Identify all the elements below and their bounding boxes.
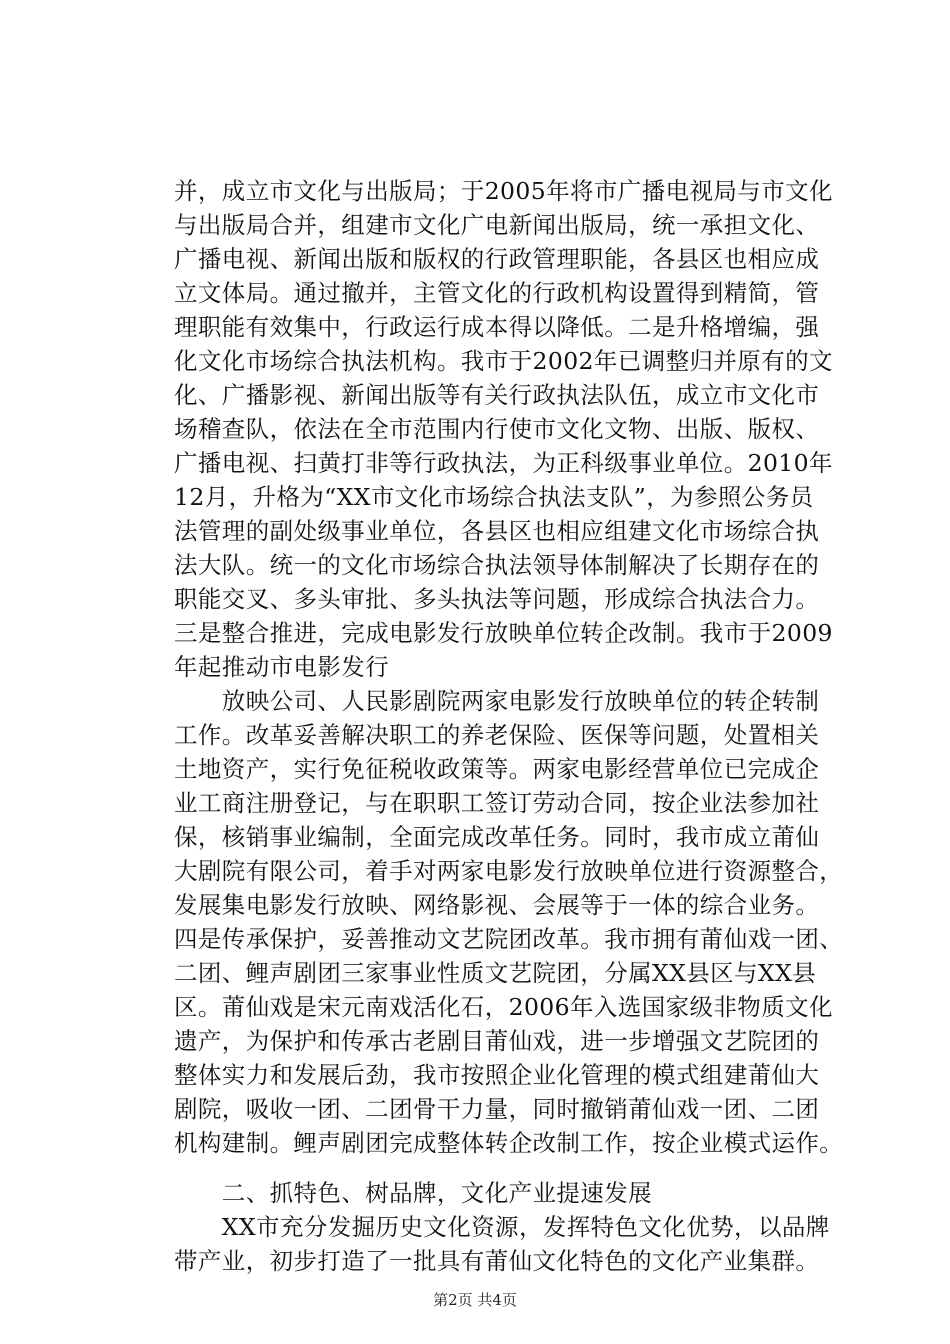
body-line: 12月，升格为“XX市文化市场综合执法支队”，为参照公务员 <box>174 483 814 511</box>
body-line: 年起推动市电影发行 <box>174 653 390 681</box>
body-line: 与出版局合并，组建市文化广电新闻出版局，统一承担文化、 <box>174 211 820 239</box>
body-line: 并，成立市文化与出版局；于2005年将市广播电视局与市文化 <box>174 177 833 205</box>
body-line: 四是传承保护，妥善推动文艺院团改革。我市拥有莆仙戏一团、 <box>174 925 844 953</box>
body-line: 场稽查队，依法在全市范围内行使市文化文物、出版、版权、 <box>174 415 820 443</box>
body-line: 土地资产，实行免征税收政策等。两家电影经营单位已完成企 <box>174 755 820 783</box>
body-line: 职能交叉、多头审批、多头执法等问题，形成综合执法合力。 <box>174 585 820 613</box>
body-line: 发展集电影发行放映、网络影视、会展等于一体的综合业务。 <box>174 891 820 919</box>
body-line: 理职能有效集中，行政运行成本得以降低。二是升格增编，强 <box>174 313 820 341</box>
body-line: 立文体局。通过撤并，主管文化的行政机构设置得到精简，管 <box>174 279 820 307</box>
body-line: 广播电视、扫黄打非等行政执法，为正科级事业单位。2010年 <box>174 449 833 477</box>
body-line: 遗产，为保护和传承古老剧目莆仙戏，进一步增强文艺院团的 <box>174 1027 820 1055</box>
body-line: 大剧院有限公司，着手对两家电影发行放映单位进行资源整合， <box>174 857 844 885</box>
body-line: 剧院，吸收一团、二团骨干力量，同时撤销莆仙戏一团、二团 <box>174 1095 820 1123</box>
body-line: 广播电视、新闻出版和版权的行政管理职能，各县区也相应成 <box>174 245 820 273</box>
body-line: 保，核销事业编制，全面完成改革任务。同时，我市成立莆仙 <box>174 823 820 851</box>
section-heading: 二、抓特色、树品牌，文化产业提速发展 <box>174 1179 652 1207</box>
body-line: 业工商注册登记，与在职职工签订劳动合同，按企业法参加社 <box>174 789 820 817</box>
body-line: 带产业，初步打造了一批具有莆仙文化特色的文化产业集群。 <box>174 1247 820 1275</box>
body-line: 二团、鲤声剧团三家事业性质文艺院团，分属XX县区与XX县 <box>174 959 817 987</box>
body-line: 化文化市场综合执法机构。我市于2002年已调整归并原有的文 <box>174 347 833 375</box>
body-line: 三是整合推进，完成电影发行放映单位转企改制。我市于2009 <box>174 619 833 647</box>
body-line: 区。莆仙戏是宋元南戏活化石，2006年入选国家级非物质文化 <box>174 993 833 1021</box>
body-line: 法大队。统一的文化市场综合执法领导体制解决了长期存在的 <box>174 551 820 579</box>
body-line: 工作。改革妥善解决职工的养老保险、医保等问题，处置相关 <box>174 721 820 749</box>
body-line: 化、广播影视、新闻出版等有关行政执法队伍，成立市文化市 <box>174 381 820 409</box>
body-line: 法管理的副处级事业单位，各县区也相应组建文化市场综合执 <box>174 517 820 545</box>
body-line: 放映公司、人民影剧院两家电影发行放映单位的转企转制 <box>174 687 820 715</box>
page-footer: 第2页 共4页 <box>433 1291 517 1309</box>
body-line: 整体实力和发展后劲，我市按照企业化管理的模式组建莆仙大 <box>174 1061 820 1089</box>
body-line: 机构建制。鲤声剧团完成整体转企改制工作，按企业模式运作。 <box>174 1129 844 1157</box>
body-line: XX市充分发掘历史文化资源，发挥特色文化优势，以品牌 <box>174 1213 830 1241</box>
